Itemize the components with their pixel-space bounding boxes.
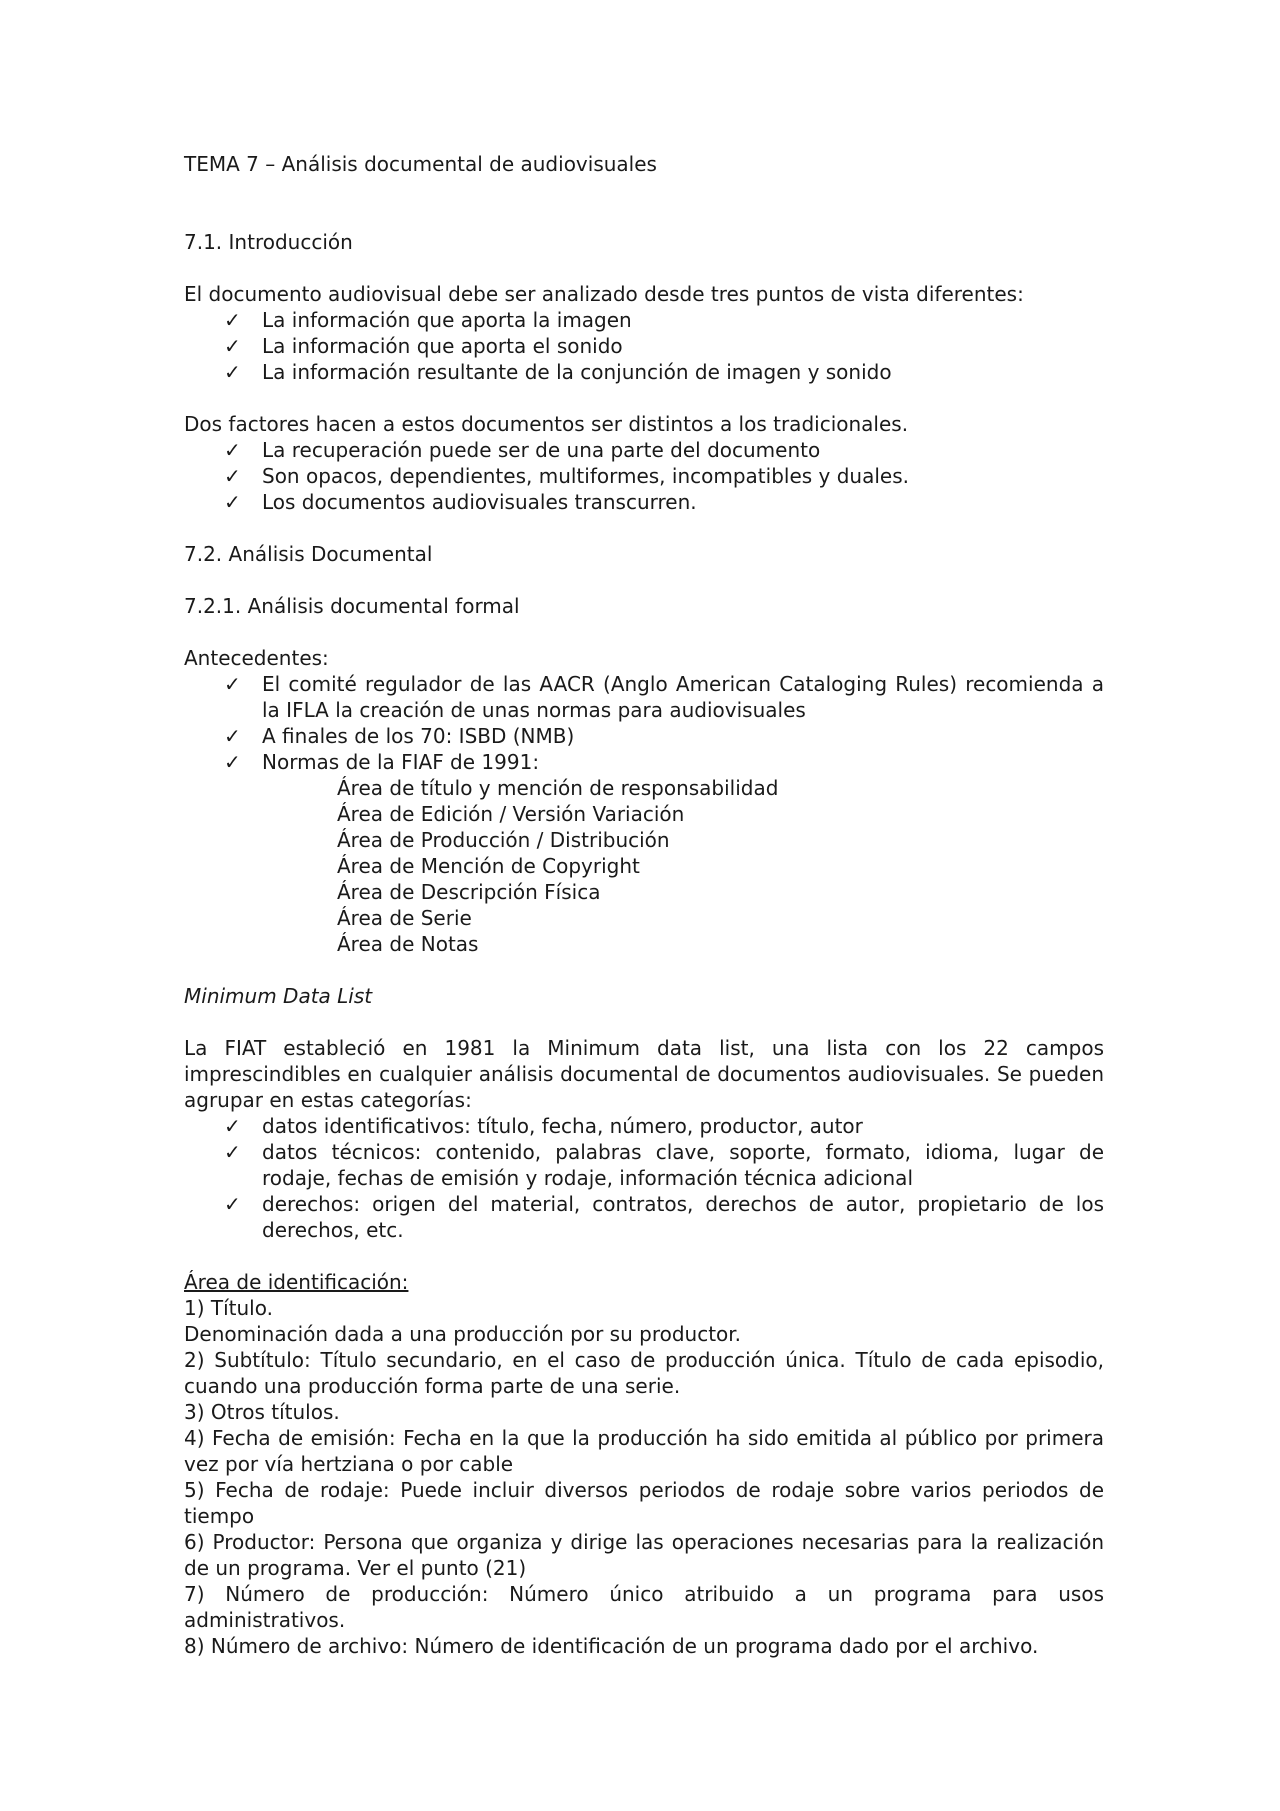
minimum-data-list-paragraph: La FIAT estableció en 1981 la Minimum data list, una lista con los 22 campos imprescindibles en cualquier análisis documental de documentos audiovisuales. Se pueden agrupar en estas categorías: — [184, 1036, 1104, 1112]
list-item: ✓ La información resultante de la conjunción de imagen y sonido — [224, 360, 892, 384]
check-icon: ✓ — [224, 490, 241, 514]
field-line: 5) Fecha de rodaje: Puede incluir diversos periodos de rodaje sobre varios periodos de tiempo — [184, 1478, 1104, 1528]
check-icon: ✓ — [224, 1192, 241, 1216]
fiaf-areas — [184, 775, 1104, 957]
check-icon: ✓ — [224, 1140, 241, 1164]
field-line: Denominación dada a una producción por su productor. — [184, 1322, 742, 1346]
check-icon: ✓ — [224, 750, 241, 774]
list-item: ✓ Son opacos, dependientes, multiformes, incompatibles y duales. — [224, 464, 909, 488]
factors-paragraph: Dos factores hacen a estos documentos ser distintos a los tradicionales. — [184, 412, 909, 436]
factors-list — [184, 437, 1104, 515]
list-item: ✓ La información que aporta el sonido — [224, 334, 623, 358]
field-line: 7) Número de producción: Número único atribuido a un programa para usos administrativos. — [184, 1582, 1104, 1632]
list-item: ✓ Normas de la FIAF de 1991: — [224, 750, 540, 774]
list-item: ✓ El comité regulador de las AACR (Anglo American Cataloging Rules) recomienda a la IFLA la creación de unas normas para audiovisuales — [224, 672, 1104, 722]
check-icon: ✓ — [224, 308, 241, 332]
list-item: ✓ datos técnicos: contenido, palabras clave, soporte, formato, idioma, lugar de rodaje, fechas de emisión y rodaje, información técnica adicional — [224, 1140, 1104, 1190]
field-line: 3) Otros títulos. — [184, 1400, 340, 1424]
check-icon: ✓ — [224, 464, 241, 488]
check-icon: ✓ — [224, 724, 241, 748]
intro-paragraph: El documento audiovisual debe ser analizado desde tres puntos de vista diferentes: — [184, 282, 1024, 306]
identificacion-fields — [184, 1295, 1104, 1659]
viewpoints-list — [184, 307, 1104, 385]
field-line: 6) Productor: Persona que organiza y dirige las operaciones necesarias para la realización de un programa. Ver el punto (21) — [184, 1530, 1104, 1580]
section-7-2-heading: 7.2. Análisis Documental — [184, 542, 433, 566]
antecedentes-label: Antecedentes: — [184, 646, 329, 670]
fiaf-area-item: Área de Mención de Copyright — [337, 854, 640, 878]
minimum-data-list-heading: Minimum Data List — [184, 984, 373, 1008]
document-title: TEMA 7 – Análisis documental de audiovisuales — [184, 152, 657, 176]
field-line: 1) Título. — [184, 1296, 273, 1320]
document-page — [184, 151, 1104, 1659]
field-line: 2) Subtítulo: Título secundario, en el caso de producción única. Título de cada episodio, cuando una producción forma parte de una serie. — [184, 1348, 1104, 1398]
field-line: 4) Fecha de emisión: Fecha en la que la producción ha sido emitida al público por primera vez por vía hertziana o por cable — [184, 1426, 1104, 1476]
fiaf-area-item: Área de Descripción Física — [337, 880, 601, 904]
section-7-1-heading: 7.1. Introducción — [184, 230, 353, 254]
list-item: ✓ Los documentos audiovisuales transcurren. — [224, 490, 697, 514]
list-item: ✓ datos identificativos: título, fecha, número, productor, autor — [224, 1114, 863, 1138]
area-identificacion-heading: Área de identificación: — [184, 1270, 409, 1294]
check-icon: ✓ — [224, 334, 241, 358]
fiaf-area-item: Área de Edición / Versión Variación — [337, 802, 685, 826]
fiaf-area-item: Área de título y mención de responsabilidad — [337, 776, 779, 800]
list-item: ✓ La información que aporta la imagen — [224, 308, 632, 332]
check-icon: ✓ — [224, 672, 241, 696]
fiaf-area-item: Área de Producción / Distribución — [337, 828, 670, 852]
field-line: 8) Número de archivo: Número de identificación de un programa dado por el archivo. — [184, 1634, 1039, 1658]
check-icon: ✓ — [224, 360, 241, 384]
fiaf-area-item: Área de Notas — [337, 932, 479, 956]
fiaf-area-item: Área de Serie — [337, 906, 472, 930]
check-icon: ✓ — [224, 1114, 241, 1138]
list-item: ✓ La recuperación puede ser de una parte del documento — [224, 438, 821, 462]
categories-list — [184, 1113, 1104, 1243]
antecedentes-list — [184, 671, 1104, 775]
list-item: ✓ A finales de los 70: ISBD (NMB) — [224, 724, 575, 748]
check-icon: ✓ — [224, 438, 241, 462]
list-item: ✓ derechos: origen del material, contratos, derechos de autor, propietario de los derechos, etc. — [224, 1192, 1104, 1242]
section-7-2-1-heading: 7.2.1. Análisis documental formal — [184, 594, 520, 618]
